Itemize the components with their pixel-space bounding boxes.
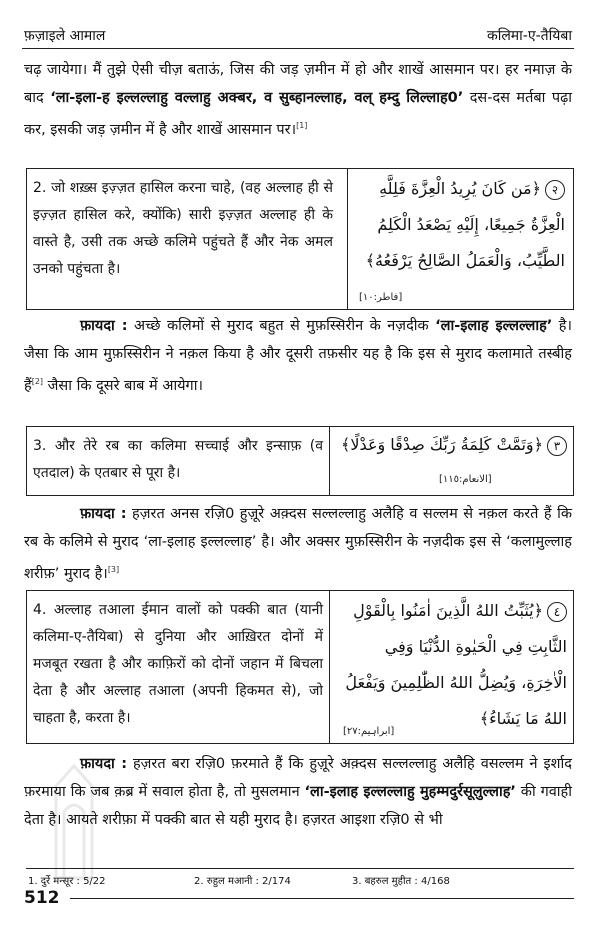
kalima-shahadah-text: ‘ला-इलाह इल्लल्लाहु मुहम्मदुर्रसूलुल्लाह’ <box>304 784 516 800</box>
page-number: 512 <box>24 888 60 908</box>
footnote-ref-1: [1] <box>296 121 308 130</box>
faida-paragraph-1: फ़ायदा : अच्छे कलिमों से मुराद बहुत से मुफ़स्सिरीन के नज़दीक ‘ला-इलाह इल्लल्लाह’ है। जैसा कि आम मुफ़स्सिरीन ने नक़ल किया है और दूसरी तफ़सीर यह है कि इस से मुराद कलामाते तस्बीह हैं[2] जैसा कि दूसरे बाब में आयेगा। <box>24 318 572 394</box>
verse-3-translation: 3. और तेरे रब का कलिमा सच्चाई और इन्साफ़ (व एतदाल) के एतबार से पूरा है। <box>33 438 323 481</box>
verse-box-2 <box>26 168 574 310</box>
verse-4-reference: [ابراہیم:٢٧] <box>343 726 395 737</box>
faida-label: फ़ायदा : <box>80 506 127 522</box>
verse-number-4: ٤ <box>547 602 567 622</box>
book-title: फ़ज़ाइले आमाल <box>24 28 106 44</box>
footer-rule <box>70 898 574 899</box>
faida-paragraph-3: फ़ायदा : हज़रत बरा रज़ि0 फ़रमाते हैं कि हुज़ूरे अक़्दस सल्लल्लाहु अलैहि वसल्लम ने इर्शाद फ़रमाया कि जब क़ब्र में सवाल होता है, तो मुसलमान ‘ला-इलाह इल्लल्लाहु मुहम्मदुर्रसूलुल्लाह’ की गवाही देता है। आयते शरीफ़ा में पक्की बात से यही मुराद है। हज़रत आइशा रज़ि0 से भी <box>24 756 573 828</box>
verse-number-3: ٣ <box>547 436 567 456</box>
footnotes <box>26 868 574 887</box>
verse-2-reference: [فاطر:١٠] <box>359 292 403 303</box>
footnote-ref-2: [2] <box>31 377 44 386</box>
verse-box-3 <box>26 426 574 496</box>
dua-text: ‘ला-इला-ह इल्लल्लाहु वल्लाहु अक्बर, व सुब्हानल्लाह, वल् हम्दु लिल्लाह0’ <box>50 90 464 106</box>
footnote-3: 3. बहरुल मुहीत : 4/168 <box>352 876 450 887</box>
faida-label: फ़ायदा : <box>80 318 128 334</box>
running-header <box>22 22 574 49</box>
faida-paragraph-2: फ़ायदा : हज़रत अनस रज़ि0 हुज़ूरे अक़्दस सल्लल्लाहु अलैहि व सल्लम से नक़ल करते हैं कि रब के कलिमे से मुराद ‘ला-इलाह इल्लल्लाह’ है। और अक्सर मुफ़स्सिरीन के नज़दीक इस से ‘कलामुल्लाह शरीफ़’ मुराद है।[3] <box>24 506 572 582</box>
intro-paragraph: चढ़ जायेगा। मैं तुझे ऐसी चीज़ बताऊं, जिस की जड़ ज़मीन में हो और शाखें आसमान पर। हर नमाज़ के बाद ‘ला-इला-ह इल्लल्लाहु वल्लाहु अक्बर, व सुब्हानल्लाह, वल् हम्दु लिल्लाह0’ दस-दस मर्तबा पढ़ा कर, इसकी जड़ ज़मीन में है और शाखें आसमान पर।[1] <box>24 62 572 138</box>
verse-2-translation: 2. जो शख़्स इज़्ज़त हासिल करना चाहे, (वह अल्लाह ही से इज़्ज़त हासिल करे, क्योंकि) सारी इज़्ज़त अल्लाह ही के वास्ते है, उसी तक अच्छे कलिमे पहुंचते हैं और नेक अमल उनको पहुंचता है। <box>33 180 333 277</box>
verse-4-arabic: ٤﴿يُثَبِّتُ اللهُ الَّذِينَ اٰمَنُوا بِالْقَوْلِ الثَّابِتِ فِي الْحَيٰوةِ الدُّنْيَا وَفِي الْاٰخِرَةِ، وَيُضِلُّ اللهُ الظّٰلِمِينَ وَيَفْعَلُ اللهُ مَا يَشَاءُ﴾ <box>345 601 567 728</box>
faida-label: फ़ायदा : <box>80 756 127 772</box>
footnote-ref-3: [3] <box>107 565 120 574</box>
verse-3-reference: [الانعام:١١٥] <box>439 474 492 485</box>
chapter-title: कलिमा-ए-तैयिबा <box>486 28 572 44</box>
footnote-2: 2. रुहुल मआनी : 2/174 <box>194 876 291 887</box>
column-divider <box>329 427 330 495</box>
verse-number-2: २ <box>545 180 565 200</box>
column-divider <box>347 169 348 309</box>
verse-2-arabic: २﴿مَن كَانَ يُرِيدُ الْعِزَّةَ فَلِلَّهِ الْعِزَّةُ جَمِيعًا، إِلَيْهِ يَصْعَدُ الْكَلِمُ الطَّيِّبُ، وَالْعَمَلُ الصَّالِحُ يَرْفَعُهُ﴾ <box>365 179 565 270</box>
verse-3-arabic: ٣﴿وَتَمَّتْ كَلِمَةُ رَبِّكَ صِدْقًا وَعَدْلًا﴾ <box>337 427 567 463</box>
column-divider <box>329 591 330 743</box>
footnote-1: 1. दुर्रे मन्सूर : 5/22 <box>28 876 106 887</box>
verse-4-translation: 4. अल्लाह तआला ईमान वालों को पक्की बात (यानी कलिमा-ए-तैयिबा) से दुनिया और आख़िरत दोनों में मजबूत रखता है और काफ़िरों को दोनों जहान में बिचला देता है और अल्लाह तआला (अपनी हिकमत से), जो चाहता है, करता है। <box>33 602 323 726</box>
verse-box-4 <box>26 590 574 744</box>
kalima-text: ‘ला-इलाह इल्लल्लाह’ <box>435 318 553 334</box>
